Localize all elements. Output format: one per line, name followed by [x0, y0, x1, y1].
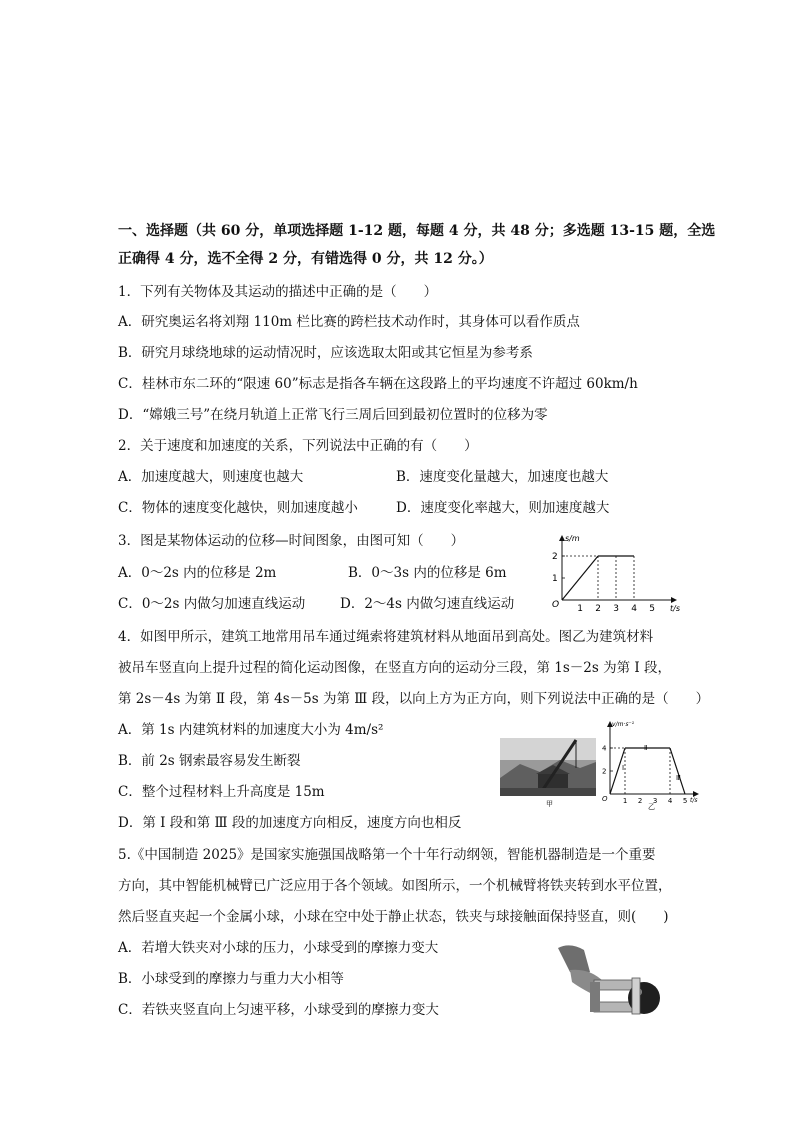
origin-label: O	[552, 600, 560, 610]
q3-option-c: C．0～2s 内做匀加速直线运动	[118, 596, 306, 612]
segment-label-2: Ⅱ	[644, 744, 648, 752]
series-segment	[670, 748, 685, 794]
q2-option-c: C．物体的速度变化越快，则加速度越小	[118, 500, 358, 516]
q2-stem: 2．关于速度和加速度的关系，下列说法中正确的有（ ）	[118, 438, 478, 454]
q1-option-b: B．研究月球绕地球的运动情况时，应该选取太阳或其它恒星为参考系	[118, 345, 533, 361]
q2-option-a: A．加速度越大，则速度也越大	[118, 469, 304, 485]
y-axis-label: v/m·s⁻¹	[612, 721, 635, 728]
q2-option-d: D．速度变化率越大，则加速度越大	[396, 500, 610, 516]
x-axis-label: t/s	[670, 604, 680, 613]
q5-line3: 然后竖直夹起一个金属小球，小球在空中处于静止状态，铁夹与球接触面保持竖直，则( )	[118, 909, 669, 925]
q4-line2: 被吊车竖直向上提升过程的简化运动图像，在竖直方向的运动分三段，第 1s－2s 为第 Ⅰ 段，	[118, 660, 672, 676]
y-tick-label: 2	[552, 552, 558, 563]
clamp-plate	[632, 978, 640, 1014]
q3-option-b: B．0～3s 内的位移是 6m	[348, 565, 507, 581]
q4-line3: 第 2s－4s 为第 Ⅱ 段，第 4s－5s 为第 Ⅲ 段，以向上方为正方向，则下列说法中正确的是（ ）	[118, 691, 710, 707]
q1-option-d: D．“嫦娥三号”在绕月轨道上正常飞行三周后回到最初位置时的位移为零	[118, 407, 548, 423]
q4-option-d: D．第 Ⅰ 段和第 Ⅲ 段的加速度方向相反，速度方向也相反	[118, 815, 462, 831]
x-tick-label: 2	[637, 797, 643, 805]
q4-option-a: A．第 1s 内建筑材料的加速度大小为 4m/s²	[118, 722, 384, 738]
segment-label-3: Ⅲ	[676, 774, 681, 782]
q1-option-c: C．桂林市东二环的“限速 60”标志是指各车辆在这段路上的平均速度不许超过 60km/h	[118, 376, 638, 392]
q4-option-b: B．前 2s 钢索最容易发生断裂	[118, 753, 301, 769]
x-tick-label: 5	[682, 797, 688, 805]
graph-caption: 乙	[648, 803, 655, 810]
q2-option-b: B．速度变化量越大，加速度也越大	[396, 469, 609, 485]
x-axis-label: t/s	[690, 797, 698, 804]
q5-option-a: A．若增大铁夹对小球的压力，小球受到的摩擦力变大	[118, 940, 439, 956]
q3-stem: 3．图是某物体运动的位移—时间图象，由图可知（ ）	[118, 533, 465, 549]
q1-stem: 1．下列有关物体及其运动的描述中正确的是（ ）	[118, 284, 438, 300]
x-tick-label: 4	[667, 797, 673, 805]
q4-line1: 4．如图甲所示，建筑工地常用吊车通过绳索将建筑材料从地面吊到高处。图乙为建筑材料	[118, 629, 654, 645]
photo-caption: 甲	[546, 800, 553, 808]
section-title-line1: 一、选择题（共 60 分，单项选择题 1-12 题，每题 4 分，共 48 分；多选题 13-15 题，全选	[118, 223, 716, 239]
segment-label-1: Ⅰ	[622, 764, 625, 772]
section-title-line2: 正确得 4 分，选不全得 2 分，有错选得 0 分，共 12 分。）	[118, 251, 493, 267]
origin-label: O	[602, 795, 608, 803]
q4-vt-graph	[598, 718, 702, 810]
q5-option-c: C．若铁夹竖直向上匀速平移，小球受到的摩擦力变大	[118, 1002, 439, 1018]
y-tick-label: 4	[602, 744, 607, 753]
x-tick-label: 4	[631, 604, 638, 614]
series-segment	[562, 556, 598, 600]
y-axis-label: s/m	[565, 534, 580, 543]
robot-arm-illustration	[550, 942, 668, 1032]
q3-st-graph	[536, 530, 686, 616]
y-tick-label: 2	[602, 767, 607, 776]
q5-line1: 5.《中国制造 2025》是国家实施强国战略第一个十年行动纲领，智能机器制造是一个重要	[118, 847, 656, 863]
q3-option-d: D．2～4s 内做匀速直线运动	[340, 596, 515, 612]
q3-option-a: A．0～2s 内的位移是 2m	[118, 565, 277, 581]
x-tick-label: 1	[577, 604, 584, 614]
x-tick-label: 2	[595, 604, 602, 614]
q4-option-c: C．整个过程材料上升高度是 15m	[118, 784, 325, 800]
x-tick-label: 5	[649, 604, 656, 614]
clamp-base	[590, 982, 600, 1012]
x-tick-label: 3	[613, 604, 620, 614]
crane-photo	[500, 738, 596, 808]
q1-option-a: A．研究奥运名将刘翔 110m 栏比赛的跨栏技术动作时，其身体可以看作质点	[118, 314, 580, 330]
y-tick-label: 1	[552, 574, 558, 585]
x-tick-label: 3	[652, 797, 658, 805]
q5-option-b: B．小球受到的摩擦力与重力大小相等	[118, 971, 344, 987]
q5-line2: 方向，其中智能机械臂已广泛应用于各个领域。如图所示，一个机械臂将铁夹转到水平位置，	[118, 878, 672, 894]
x-tick-label: 1	[622, 797, 628, 805]
